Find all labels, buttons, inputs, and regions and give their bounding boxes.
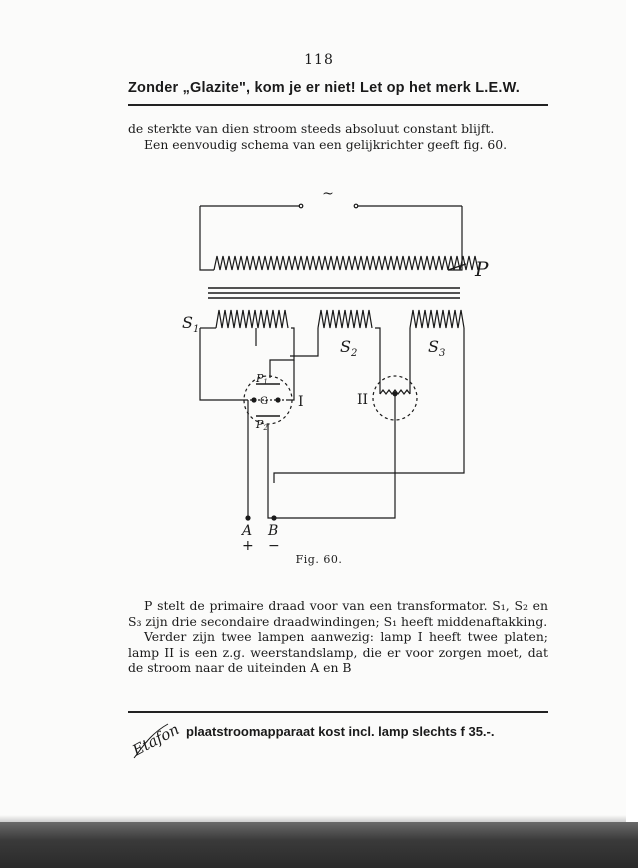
paragraph-2: Een eenvoudig schema van een gelijkrichter geeft fig. 60. (144, 136, 508, 152)
ac-terminal-right (354, 204, 358, 208)
paragraph-3: P stelt de primaire draad voor van een transformator. S₁, S₂ en S₃ zijn drie secondaire draadwindingen; S₁ heeft middenaftakking. (128, 598, 548, 629)
label-s2-sub: 2 (350, 348, 358, 359)
paragraph-1: de sterkte van dien stroom steeds absoluut constant blijft. (128, 121, 495, 136)
label-minus: − (268, 538, 280, 554)
intro-text (128, 121, 548, 152)
label-s3-letter: S (428, 337, 439, 356)
footer-advertisement: plaatstroomapparaat kost incl. lamp slechts f 35.-. (186, 724, 495, 739)
label-s3 (428, 337, 445, 359)
label-s3-sub: 3 (438, 348, 446, 359)
label-p2 (255, 418, 268, 432)
s1-right-lead (270, 328, 294, 378)
terminal-a (246, 516, 250, 520)
label-plus: + (242, 538, 254, 554)
circuit-diagram (170, 178, 490, 558)
s2-right-lead (375, 328, 380, 383)
label-p2-letter: P (256, 418, 264, 431)
label-primary: P (475, 257, 489, 281)
rectifier-schematic (170, 178, 490, 558)
label-s2 (340, 337, 357, 359)
secondary-coil-s1 (216, 310, 288, 328)
page-margin (626, 0, 638, 822)
primary-coil (214, 256, 478, 270)
label-s1 (182, 313, 199, 335)
label-terminal-b: B (268, 523, 279, 539)
explanation-text (128, 598, 548, 676)
paragraph-4: Verder zijn twee lampen aanwezig: lamp I heeft twee platen; lamp II is een z.g. weerstandslamp, die er voor zorgen moet, dat de stroom naar de uiteinden A en B (128, 629, 548, 675)
label-lamp-i: I (298, 394, 304, 410)
scan-border (0, 822, 638, 868)
label-terminal-a: A (242, 523, 253, 539)
figure-caption: Fig. 60. (295, 553, 343, 566)
label-s1-sub: 1 (192, 324, 200, 335)
primary-label-leader (448, 264, 466, 270)
page-number: 118 (304, 52, 334, 68)
primary-left-lead (200, 206, 214, 270)
output-b-wire (268, 440, 395, 518)
ac-terminal-left (299, 204, 303, 208)
lamp-i-node-right (276, 398, 280, 402)
s1-left-return (200, 328, 248, 400)
etafon-logo (128, 718, 188, 764)
label-s1-letter: S (182, 313, 193, 332)
terminal-b (272, 516, 276, 520)
ac-symbol: ~ (322, 186, 334, 202)
label-p1-sub: 1 (263, 378, 268, 386)
label-p2-sub: 2 (263, 424, 268, 432)
footer-rule (128, 711, 548, 713)
label-s2-letter: S (340, 337, 351, 356)
label-p1-letter: P (256, 372, 264, 385)
secondary-coil-s3 (410, 310, 464, 328)
label-lamp-ii: II (357, 392, 369, 408)
header-advertisement: Zonder „Glazite", kom je er niet! Let op het merk L.E.W. (128, 80, 520, 96)
lamp-i-node-left (252, 398, 256, 402)
label-grid: G (260, 396, 268, 407)
logo-text: Etafon (129, 720, 183, 760)
lamp-i-right-lead (288, 360, 294, 400)
secondary-coil-s2 (318, 310, 372, 328)
header-rule (128, 104, 548, 106)
label-p1 (255, 372, 268, 386)
